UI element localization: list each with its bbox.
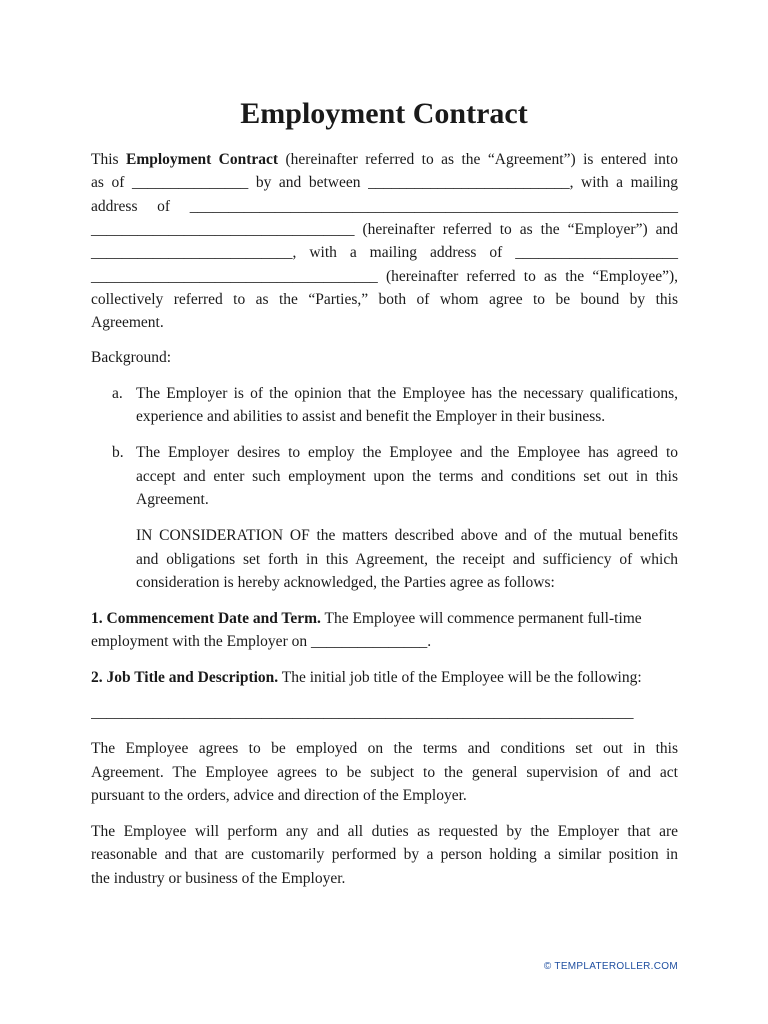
consideration-line-3: consideration is hereby acknowledged, the Parties agree as follows: [136, 574, 555, 591]
item-b-marker: b. [112, 444, 124, 461]
item-b-line-3: Agreement. [136, 491, 209, 508]
duties-line-2: reasonable and that are customarily performed by a person holding a similar position in [91, 846, 678, 863]
section-1-line-1 [91, 607, 678, 630]
item-a-line-1: The Employer is of the opinion that the Employee has the necessary qualifications, [136, 385, 678, 402]
intro-line-4: __________________________________ (hereinafter referred to as the “Employer”) and [91, 221, 678, 238]
duties-line-3: the industry or business of the Employer. [91, 870, 346, 887]
item-b-line-2: accept and enter such employment upon the terms and conditions set out in this [136, 468, 678, 485]
section-1-text: The Employee will commence permanent full-time [320, 610, 642, 627]
document-title: Employment Contract [240, 97, 528, 130]
intro-suffix: (hereinafter referred to as the “Agreement”) is entered into [278, 151, 678, 168]
job-title-blank: ______________________________________________________________________ [91, 704, 634, 721]
item-a-marker: a. [112, 385, 123, 402]
background-heading: Background: [91, 349, 172, 366]
consideration-line-2: and obligations set forth in this Agreement, the receipt and sufficiency of which [136, 551, 678, 568]
item-b-line-1: The Employer desires to employ the Employee and the Employee has agreed to [136, 444, 678, 461]
intro-line-8: Agreement. [91, 314, 164, 331]
templateroller-footer-link[interactable]: © TEMPLATEROLLER.COM [543, 961, 678, 972]
section-2-text: The initial job title of the Employee will be the following: [278, 669, 642, 686]
intro-line-5: __________________________, with a mailing address of _____________________ [91, 244, 678, 261]
consideration-line-1: IN CONSIDERATION OF the matters described above and of the mutual benefits [136, 527, 678, 544]
intro-contract-name: Employment Contract [126, 151, 279, 168]
intro-line-2: as of _______________ by and between __________________________, with a mailing [91, 174, 678, 191]
section-1-line-2: employment with the Employer on _______________. [91, 633, 432, 650]
intro-line-3: address of _______________________________________________________________ [91, 198, 678, 215]
supervision-line-1: The Employee agrees to be employed on the terms and conditions set out in this [91, 740, 678, 757]
section-1-heading: 1. Commencement Date and Term. [91, 610, 321, 627]
intro-line-6: _____________________________________ (hereinafter referred to as the “Employee”), [91, 268, 678, 285]
section-2-line-1 [91, 666, 678, 689]
duties-line-1: The Employee will perform any and all duties as requested by the Employer that are [91, 823, 678, 840]
intro-prefix: This [91, 151, 126, 168]
item-a-line-2: experience and abilities to assist and benefit the Employer in their business. [136, 408, 606, 425]
supervision-line-2: Agreement. The Employee agrees to be subject to the general supervision of and act [91, 764, 678, 781]
intro-line-7: collectively referred to as the “Parties,” both of whom agree to be bound by this [91, 291, 678, 308]
intro-line-1 [91, 148, 678, 171]
section-2-heading: 2. Job Title and Description. [91, 669, 279, 686]
supervision-line-3: pursuant to the orders, advice and direction of the Employer. [91, 787, 467, 804]
